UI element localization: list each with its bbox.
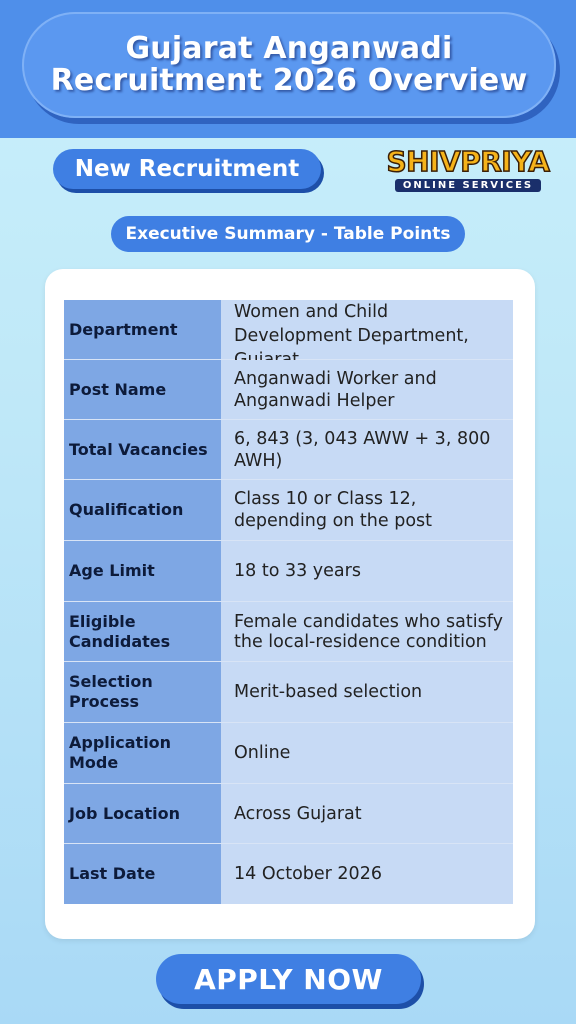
row-label: Eligible Candidates	[64, 602, 221, 661]
row-value: 6, 843 (3, 043 AWW + 3, 800 AWH)	[221, 420, 513, 479]
page-title	[22, 12, 556, 118]
logo-main-text: SHIVPRIYA	[386, 145, 550, 178]
table-row	[64, 300, 513, 360]
row-value: Class 10 or Class 12, depending on the post	[221, 480, 513, 540]
table-row	[64, 420, 513, 480]
row-label: Age Limit	[64, 541, 221, 601]
row-value: Merit-based selection	[221, 662, 513, 722]
row-label: Department	[64, 300, 221, 359]
row-label: Qualification	[64, 480, 221, 540]
row-value: 14 October 2026	[221, 844, 513, 904]
title-line-2: Recruitment 2026 Overview	[50, 63, 528, 98]
logo-sub-text: ONLINE SERVICES	[395, 179, 541, 192]
executive-summary-label: Executive Summary - Table Points	[111, 216, 465, 252]
table-row	[64, 541, 513, 602]
row-label: Post Name	[64, 360, 221, 419]
apply-now-button[interactable]: APPLY NOW	[156, 954, 421, 1004]
table-row	[64, 723, 513, 784]
row-value: Female candidates who satisfy the local-residence condition	[221, 602, 513, 661]
row-value: Online	[221, 723, 513, 783]
table-row	[64, 844, 513, 904]
row-label: Job Location	[64, 784, 221, 843]
table-row	[64, 662, 513, 723]
row-label: Selection Process	[64, 662, 221, 722]
table-row	[64, 784, 513, 844]
title-line-1: Gujarat Anganwadi	[125, 31, 453, 66]
row-label: Last Date	[64, 844, 221, 904]
table-row	[64, 360, 513, 420]
new-recruitment-badge: New Recruitment	[53, 149, 321, 189]
table-row	[64, 602, 513, 662]
row-value: Anganwadi Worker and Anganwadi Helper	[221, 360, 513, 419]
row-value: 18 to 33 years	[221, 541, 513, 601]
row-label: Application Mode	[64, 723, 221, 783]
row-value: Women and Child Development Department,	[221, 300, 513, 359]
row-value: Across Gujarat	[221, 784, 513, 843]
brand-logo	[382, 146, 554, 196]
table-row	[64, 480, 513, 541]
summary-table	[64, 300, 513, 904]
row-label: Total Vacancies	[64, 420, 221, 479]
